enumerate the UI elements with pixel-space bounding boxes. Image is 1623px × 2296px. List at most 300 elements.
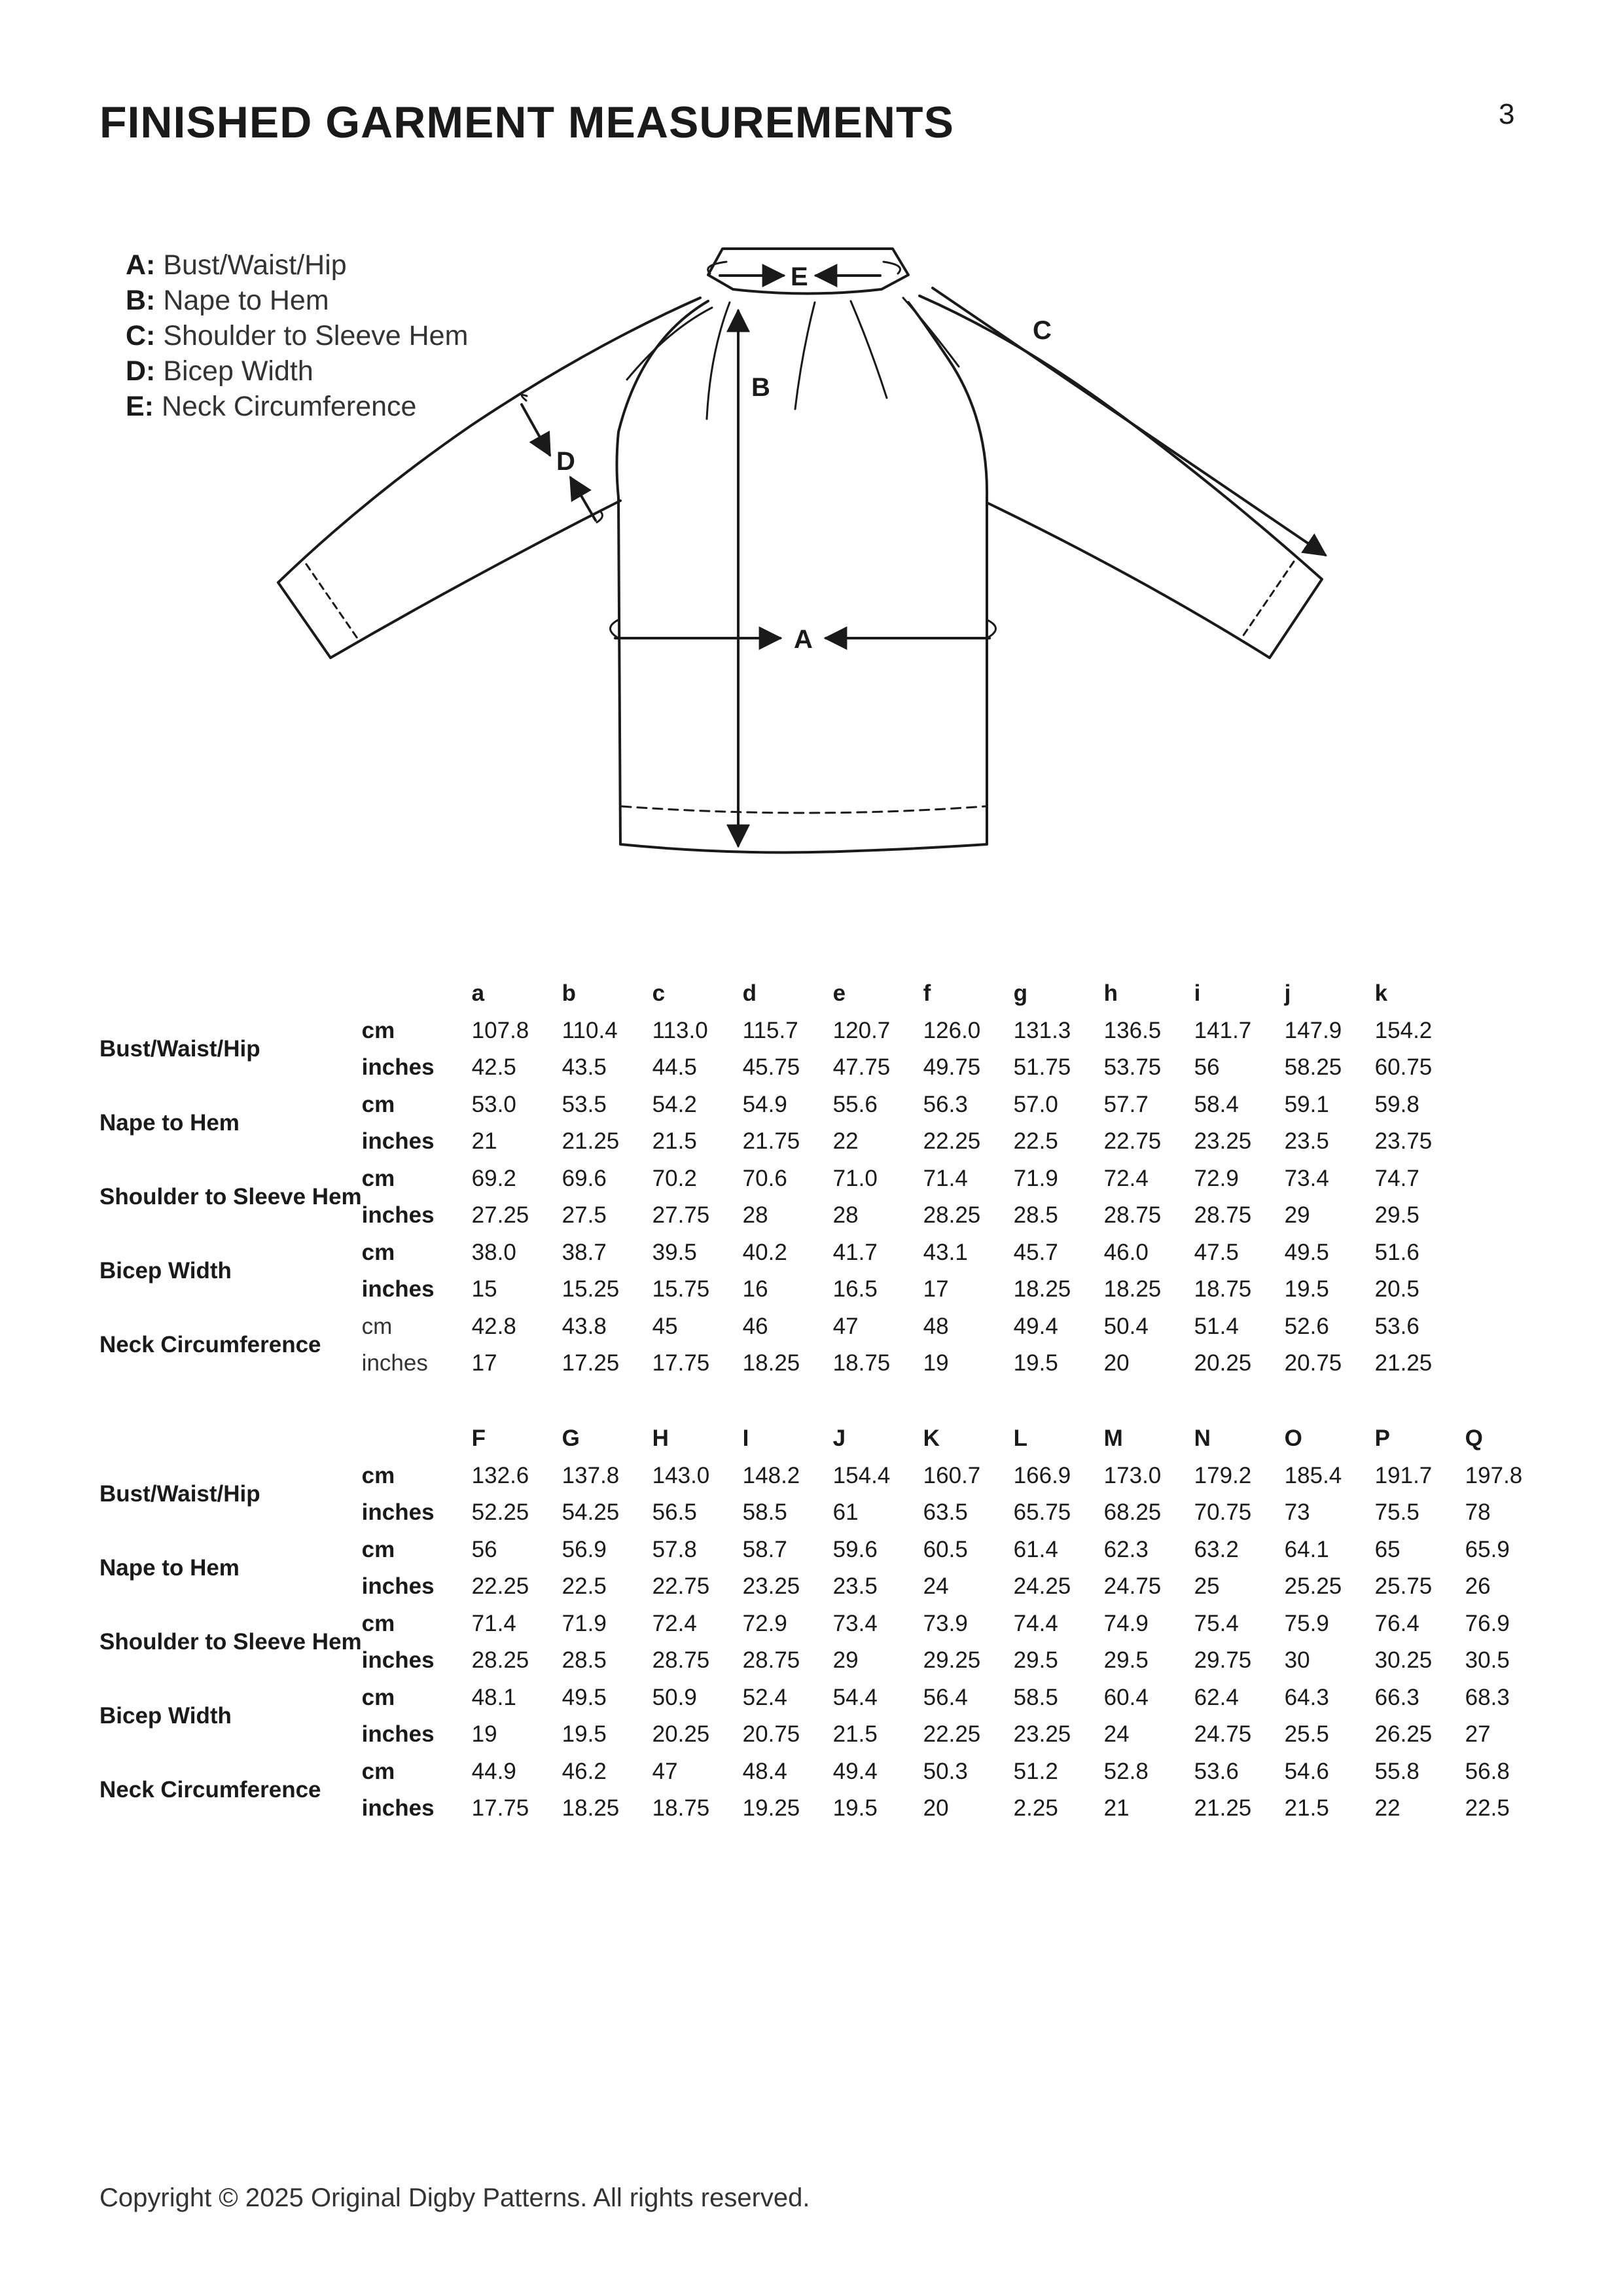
- unit-label: inches: [361, 1795, 435, 1821]
- measurement-value: 47.5: [1194, 1239, 1239, 1265]
- measurement-value: 70.2: [652, 1165, 697, 1191]
- measurement-value: 54.2: [652, 1091, 697, 1117]
- measurement-value: 56.3: [923, 1091, 968, 1117]
- measurement-value: 19.5: [1013, 1350, 1058, 1376]
- measurement-value: 73.4: [1284, 1165, 1329, 1191]
- measurement-value: 59.6: [832, 1536, 878, 1562]
- measurement-value: 28: [832, 1202, 859, 1229]
- measurement-value: 68.25: [1103, 1499, 1162, 1526]
- measurement-value: 58.4: [1194, 1091, 1239, 1117]
- copyright-footer: Copyright © 2025 Original Digby Patterns. All rights reserved.: [99, 2183, 810, 2212]
- measurement-label: Bicep Width: [99, 1703, 232, 1729]
- measurement-value: 24: [923, 1573, 949, 1600]
- measurement-value: 21.5: [1284, 1795, 1329, 1821]
- measurement-value: 15: [471, 1276, 497, 1302]
- measurement-value: 24.75: [1103, 1573, 1162, 1600]
- measurement-value: 76.4: [1374, 1610, 1419, 1636]
- measurement-value: 64.3: [1284, 1684, 1329, 1710]
- measurement-value: 54.4: [832, 1684, 878, 1710]
- measurement-value: 48: [923, 1313, 949, 1339]
- measurement-value: 141.7: [1194, 1017, 1252, 1043]
- table-row: [99, 1679, 1556, 1717]
- measurement-value: 56.5: [652, 1499, 697, 1526]
- measurement-value: 16: [742, 1276, 768, 1302]
- measurement-value: 56.4: [923, 1684, 968, 1710]
- measurement-value: 26.25: [1374, 1721, 1433, 1748]
- legend-key: D:: [126, 355, 156, 387]
- measurement-value: 20.25: [1194, 1350, 1252, 1376]
- size-header: N: [1194, 1426, 1211, 1452]
- measurement-value: 154.4: [832, 1462, 891, 1488]
- unit-label: cm: [361, 1091, 395, 1117]
- legend-text: Nape to Hem: [163, 285, 329, 316]
- measurement-value: 51.4: [1194, 1313, 1239, 1339]
- measurement-value: 27.75: [652, 1202, 710, 1229]
- measurement-value: 56.9: [562, 1536, 607, 1562]
- measurements-table-2: [99, 1420, 1556, 1827]
- measurement-value: 50.4: [1103, 1313, 1149, 1339]
- table-row: [99, 1458, 1556, 1495]
- measurement-value: 27.5: [562, 1202, 607, 1229]
- measurement-value: 29.5: [1374, 1202, 1419, 1229]
- measurement-value: 20.25: [652, 1721, 710, 1748]
- unit-label: inches: [361, 1499, 435, 1526]
- measurement-value: 50.9: [652, 1684, 697, 1710]
- measurement-value: 57.8: [652, 1536, 697, 1562]
- measurement-value: 20.75: [742, 1721, 800, 1748]
- measurement-value: 28.5: [1013, 1202, 1058, 1229]
- measurement-value: 63.5: [923, 1499, 968, 1526]
- unit-label: inches: [361, 1573, 435, 1600]
- measurement-value: 47.75: [832, 1054, 891, 1081]
- measurement-value: 22.25: [923, 1721, 981, 1748]
- measurement-label: Nape to Hem: [99, 1110, 240, 1136]
- measurement-value: 23.25: [742, 1573, 800, 1600]
- measurement-value: 22.5: [562, 1573, 607, 1600]
- measurement-value: 28.75: [1194, 1202, 1252, 1229]
- unit-label: cm: [361, 1610, 395, 1636]
- size-header: P: [1374, 1426, 1391, 1452]
- measurement-value: 29.5: [1103, 1647, 1149, 1674]
- measurement-value: 54.9: [742, 1091, 787, 1117]
- measurement-value: 66.3: [1374, 1684, 1419, 1710]
- measurement-value: 137.8: [562, 1462, 620, 1488]
- measurement-value: 22.25: [471, 1573, 529, 1600]
- measurement-value: 179.2: [1194, 1462, 1252, 1488]
- measurement-value: 46.2: [562, 1758, 607, 1784]
- measurement-value: 53.75: [1103, 1054, 1162, 1081]
- measurement-value: 27.25: [471, 1202, 529, 1229]
- measurement-value: 72.4: [1103, 1165, 1149, 1191]
- table-row: [99, 1605, 1556, 1643]
- size-header: g: [1013, 980, 1028, 1007]
- diagram-label-c: C: [1033, 316, 1052, 345]
- measurement-value: 53.5: [562, 1091, 607, 1117]
- measurement-value: 69.2: [471, 1165, 516, 1191]
- table-row: [99, 1308, 1465, 1346]
- measurement-value: 54.6: [1284, 1758, 1329, 1784]
- measurement-value: 53.0: [471, 1091, 516, 1117]
- measurement-value: 113.0: [652, 1017, 708, 1043]
- measurement-value: 20.5: [1374, 1276, 1419, 1302]
- measurement-value: 19.5: [562, 1721, 607, 1748]
- size-header: M: [1103, 1426, 1123, 1452]
- measurement-value: 75.5: [1374, 1499, 1419, 1526]
- size-header-row: [99, 975, 1465, 1013]
- measurement-value: 126.0: [923, 1017, 981, 1043]
- size-header: j: [1284, 980, 1291, 1007]
- unit-label: inches: [361, 1276, 435, 1302]
- size-header: Q: [1465, 1426, 1483, 1452]
- measurement-value: 49.5: [562, 1684, 607, 1710]
- measurement-value: 72.4: [652, 1610, 697, 1636]
- measurement-value: 43.5: [562, 1054, 607, 1081]
- measurement-value: 51.2: [1013, 1758, 1058, 1784]
- measurement-value: 30: [1284, 1647, 1310, 1674]
- measurement-value: 43.1: [923, 1239, 968, 1265]
- size-header: b: [562, 980, 577, 1007]
- measurement-value: 61.4: [1013, 1536, 1058, 1562]
- measurement-value: 46: [742, 1313, 768, 1339]
- measurement-value: 45.7: [1013, 1239, 1058, 1265]
- size-header: F: [471, 1426, 486, 1452]
- header-spacer: [99, 1420, 362, 1458]
- diagram-label-e: E: [791, 262, 808, 291]
- diagram-label-d: D: [556, 447, 575, 476]
- measurement-value: 173.0: [1103, 1462, 1162, 1488]
- measurement-label: Bicep Width: [99, 1258, 232, 1283]
- measurement-value: 27: [1465, 1721, 1491, 1748]
- measurement-value: 22.75: [1103, 1128, 1162, 1155]
- measurement-value: 2.25: [1013, 1795, 1058, 1821]
- measurement-value: 160.7: [923, 1462, 981, 1488]
- measurement-value: 25: [1194, 1573, 1220, 1600]
- measurement-value: 45: [652, 1313, 678, 1339]
- measurement-c-arrow: [933, 288, 1325, 555]
- measurement-value: 75.9: [1284, 1610, 1329, 1636]
- measurement-value: 69.6: [562, 1165, 607, 1191]
- measurement-value: 57.7: [1103, 1091, 1149, 1117]
- measurement-value: 18.25: [1103, 1276, 1162, 1302]
- legend-key: A:: [126, 249, 156, 281]
- legend-key: E:: [126, 391, 154, 422]
- measurement-value: 71.0: [832, 1165, 878, 1191]
- measurement-value: 40.2: [742, 1239, 787, 1265]
- measurement-value: 61: [832, 1499, 859, 1526]
- size-header: G: [562, 1426, 580, 1452]
- measurement-value: 52.8: [1103, 1758, 1149, 1784]
- measurement-value: 48.4: [742, 1758, 787, 1784]
- measurement-value: 29: [832, 1647, 859, 1674]
- measurement-value: 18.25: [562, 1795, 620, 1821]
- measurement-value: 131.3: [1013, 1017, 1071, 1043]
- measurement-value: 29.75: [1194, 1647, 1252, 1674]
- measurement-value: 29.25: [923, 1647, 981, 1674]
- unit-label: inches: [361, 1647, 435, 1674]
- measurement-value: 21.25: [1194, 1795, 1252, 1821]
- unit-label: inches: [361, 1128, 435, 1155]
- page-title: FINISHED GARMENT MEASUREMENTS: [99, 98, 954, 147]
- right-sleeve-outline: [919, 296, 1322, 658]
- measurement-value: 62.4: [1194, 1684, 1239, 1710]
- measurement-value: 17.25: [562, 1350, 620, 1376]
- measurement-value: 49.4: [832, 1758, 878, 1784]
- size-header: K: [923, 1426, 940, 1452]
- unit-label: cm: [361, 1313, 393, 1339]
- measurement-value: 54.25: [562, 1499, 620, 1526]
- measurement-value: 132.6: [471, 1462, 529, 1488]
- size-header: c: [652, 980, 666, 1007]
- measurement-value: 21.75: [742, 1128, 800, 1155]
- measurement-value: 21: [1103, 1795, 1130, 1821]
- measurement-label: Bust/Waist/Hip: [99, 1481, 260, 1507]
- measurement-value: 71.9: [562, 1610, 607, 1636]
- measurement-value: 57.0: [1013, 1091, 1058, 1117]
- measurement-value: 65.75: [1013, 1499, 1071, 1526]
- legend-key: C:: [126, 320, 156, 351]
- measurement-label: Nape to Hem: [99, 1555, 240, 1581]
- measurement-value: 75.4: [1194, 1610, 1239, 1636]
- size-header: e: [832, 980, 846, 1007]
- measurement-value: 17: [923, 1276, 949, 1302]
- measurement-value: 51.75: [1013, 1054, 1071, 1081]
- measurement-value: 65: [1374, 1536, 1400, 1562]
- measurement-value: 28.25: [471, 1647, 529, 1674]
- measurement-value: 74.9: [1103, 1610, 1149, 1636]
- measurement-value: 21.25: [562, 1128, 620, 1155]
- measurement-value: 60.75: [1374, 1054, 1433, 1081]
- measurement-value: 71.4: [471, 1610, 516, 1636]
- header-spacer: [362, 975, 472, 1013]
- size-header: I: [742, 1426, 749, 1452]
- measurement-value: 73.9: [923, 1610, 968, 1636]
- measurement-value: 70.75: [1194, 1499, 1252, 1526]
- legend-text: Bust/Waist/Hip: [163, 249, 347, 281]
- measurement-value: 47: [652, 1758, 678, 1784]
- measurement-value: 22: [832, 1128, 859, 1155]
- measurement-value: 49.5: [1284, 1239, 1329, 1265]
- measurement-value: 58.7: [742, 1536, 787, 1562]
- measurement-value: 74.4: [1013, 1610, 1058, 1636]
- measurement-value: 68.3: [1465, 1684, 1510, 1710]
- measurement-value: 107.8: [471, 1017, 529, 1043]
- size-header: k: [1374, 980, 1388, 1007]
- measurement-value: 25.5: [1284, 1721, 1329, 1748]
- measurement-value: 42.5: [471, 1054, 516, 1081]
- measurement-value: 17: [471, 1350, 497, 1376]
- measurement-value: 48.1: [471, 1684, 516, 1710]
- measurement-value: 76.9: [1465, 1610, 1510, 1636]
- measurement-value: 28.75: [742, 1647, 800, 1674]
- measurement-value: 45.75: [742, 1054, 800, 1081]
- size-header: h: [1103, 980, 1118, 1007]
- size-header: L: [1013, 1426, 1028, 1452]
- measurement-value: 78: [1465, 1499, 1491, 1526]
- legend-text: Shoulder to Sleeve Hem: [163, 320, 469, 351]
- measurement-value: 26: [1465, 1573, 1491, 1600]
- measurement-value: 166.9: [1013, 1462, 1071, 1488]
- measurement-value: 44.5: [652, 1054, 697, 1081]
- unit-label: cm: [361, 1758, 395, 1784]
- legend-text: Neck Circumference: [161, 391, 417, 422]
- measurement-value: 60.4: [1103, 1684, 1149, 1710]
- left-sleeve-outline: [278, 298, 700, 658]
- table-row: [99, 1234, 1465, 1272]
- table-row: [99, 1532, 1556, 1569]
- measurement-value: 18.75: [832, 1350, 891, 1376]
- measurement-value: 19: [471, 1721, 497, 1748]
- measurement-value: 29: [1284, 1202, 1310, 1229]
- table-row: [99, 1013, 1465, 1050]
- measurement-value: 110.4: [562, 1017, 618, 1043]
- unit-label: cm: [361, 1536, 395, 1562]
- measurement-value: 197.8: [1465, 1462, 1523, 1488]
- body-outline: [617, 301, 988, 852]
- diagram-label-a: A: [794, 625, 813, 654]
- measurement-value: 63.2: [1194, 1536, 1239, 1562]
- measurement-value: 25.75: [1374, 1573, 1433, 1600]
- measurement-value: 28.75: [1103, 1202, 1162, 1229]
- measurement-value: 24.25: [1013, 1573, 1071, 1600]
- measurement-value: 52.25: [471, 1499, 529, 1526]
- measurement-value: 22.5: [1465, 1795, 1510, 1821]
- measurement-value: 24.75: [1194, 1721, 1252, 1748]
- measurement-value: 16.5: [832, 1276, 878, 1302]
- measurement-value: 28.25: [923, 1202, 981, 1229]
- measurement-value: 18.25: [1013, 1276, 1071, 1302]
- measurement-value: 56.8: [1465, 1758, 1510, 1784]
- measurement-value: 52.4: [742, 1684, 787, 1710]
- measurement-value: 30.5: [1465, 1647, 1510, 1674]
- measurement-value: 59.1: [1284, 1091, 1329, 1117]
- measurement-value: 15.75: [652, 1276, 710, 1302]
- measurement-value: 28.75: [652, 1647, 710, 1674]
- measurement-value: 154.2: [1374, 1017, 1433, 1043]
- measurement-value: 51.6: [1374, 1239, 1419, 1265]
- measurement-value: 22.25: [923, 1128, 981, 1155]
- raglan-darts: [627, 298, 959, 419]
- measurement-value: 20: [1103, 1350, 1130, 1376]
- unit-label: inches: [361, 1054, 435, 1081]
- measurement-value: 148.2: [742, 1462, 800, 1488]
- measurement-value: 21.25: [1374, 1350, 1433, 1376]
- measurement-value: 19.5: [832, 1795, 878, 1821]
- measurement-value: 47: [832, 1313, 859, 1339]
- measurement-value: 185.4: [1284, 1462, 1342, 1488]
- size-header: J: [832, 1426, 846, 1452]
- unit-label: cm: [361, 1462, 395, 1488]
- measurement-value: 30.25: [1374, 1647, 1433, 1674]
- unit-label: cm: [361, 1165, 395, 1191]
- measurement-label: Bust/Waist/Hip: [99, 1036, 260, 1062]
- measurement-value: 59.8: [1374, 1091, 1419, 1117]
- measurement-value: 58.5: [1013, 1684, 1058, 1710]
- measurement-value: 143.0: [652, 1462, 710, 1488]
- measurement-label: Neck Circumference: [99, 1332, 321, 1357]
- measurement-value: 46.0: [1103, 1239, 1149, 1265]
- measurement-value: 23.5: [1284, 1128, 1329, 1155]
- measurement-value: 71.4: [923, 1165, 968, 1191]
- diagram-label-b: B: [751, 373, 770, 402]
- measurement-value: 64.1: [1284, 1536, 1329, 1562]
- measurement-value: 20.75: [1284, 1350, 1342, 1376]
- measurement-value: 28: [742, 1202, 768, 1229]
- measurement-value: 44.9: [471, 1758, 516, 1784]
- measurement-value: 55.8: [1374, 1758, 1419, 1784]
- measurement-value: 20: [923, 1795, 949, 1821]
- measurement-value: 42.8: [471, 1313, 516, 1339]
- measurement-value: 50.3: [923, 1758, 968, 1784]
- measurement-value: 56: [471, 1536, 497, 1562]
- size-header-row: [99, 1420, 1556, 1458]
- measurement-value: 115.7: [742, 1017, 798, 1043]
- unit-label: inches: [361, 1721, 435, 1748]
- header-spacer: [99, 975, 362, 1013]
- measurement-value: 19.25: [742, 1795, 800, 1821]
- measurement-value: 24: [1103, 1721, 1130, 1748]
- measurement-value: 18.75: [1194, 1276, 1252, 1302]
- measurement-value: 22.5: [1013, 1128, 1058, 1155]
- measurement-value: 41.7: [832, 1239, 878, 1265]
- measurement-value: 60.5: [923, 1536, 968, 1562]
- measurement-value: 52.6: [1284, 1313, 1329, 1339]
- garment-diagram: [0, 0, 1623, 916]
- measurement-value: 18.75: [652, 1795, 710, 1821]
- header-spacer: [362, 1420, 472, 1458]
- unit-label: cm: [361, 1017, 395, 1043]
- size-header: O: [1284, 1426, 1302, 1452]
- measurement-value: 56: [1194, 1054, 1220, 1081]
- size-header: f: [923, 980, 931, 1007]
- unit-label: cm: [361, 1684, 395, 1710]
- measurement-value: 15.25: [562, 1276, 620, 1302]
- measurement-value: 70.6: [742, 1165, 787, 1191]
- measurement-value: 65.9: [1465, 1536, 1510, 1562]
- measurement-value: 23.25: [1013, 1721, 1071, 1748]
- measurement-value: 17.75: [652, 1350, 710, 1376]
- measurement-value: 58.25: [1284, 1054, 1342, 1081]
- table-row: [99, 1086, 1465, 1124]
- measurement-value: 21: [471, 1128, 497, 1155]
- measurement-value: 19: [923, 1350, 949, 1376]
- measurement-value: 25.25: [1284, 1573, 1342, 1600]
- measurement-value: 39.5: [652, 1239, 697, 1265]
- measurement-value: 21.5: [832, 1721, 878, 1748]
- measurements-table-1: [99, 975, 1465, 1382]
- measurement-value: 53.6: [1194, 1758, 1239, 1784]
- size-header: d: [742, 980, 757, 1007]
- measurement-value: 55.6: [832, 1091, 878, 1117]
- size-header: i: [1194, 980, 1201, 1007]
- measurement-value: 73.4: [832, 1610, 878, 1636]
- measurement-value: 49.75: [923, 1054, 981, 1081]
- legend-key: B:: [126, 285, 156, 316]
- unit-label: cm: [361, 1239, 395, 1265]
- measurement-value: 29.5: [1013, 1647, 1058, 1674]
- measurement-value: 23.25: [1194, 1128, 1252, 1155]
- measurement-value: 72.9: [742, 1610, 787, 1636]
- measurement-value: 18.25: [742, 1350, 800, 1376]
- size-header: a: [471, 980, 485, 1007]
- measurement-value: 147.9: [1284, 1017, 1342, 1043]
- measurement-value: 136.5: [1103, 1017, 1162, 1043]
- measurement-value: 58.5: [742, 1499, 787, 1526]
- measurement-value: 22.75: [652, 1573, 710, 1600]
- measurement-value: 38.7: [562, 1239, 607, 1265]
- measurement-value: 72.9: [1194, 1165, 1239, 1191]
- legend-text: Bicep Width: [163, 355, 313, 387]
- measurement-value: 28.5: [562, 1647, 607, 1674]
